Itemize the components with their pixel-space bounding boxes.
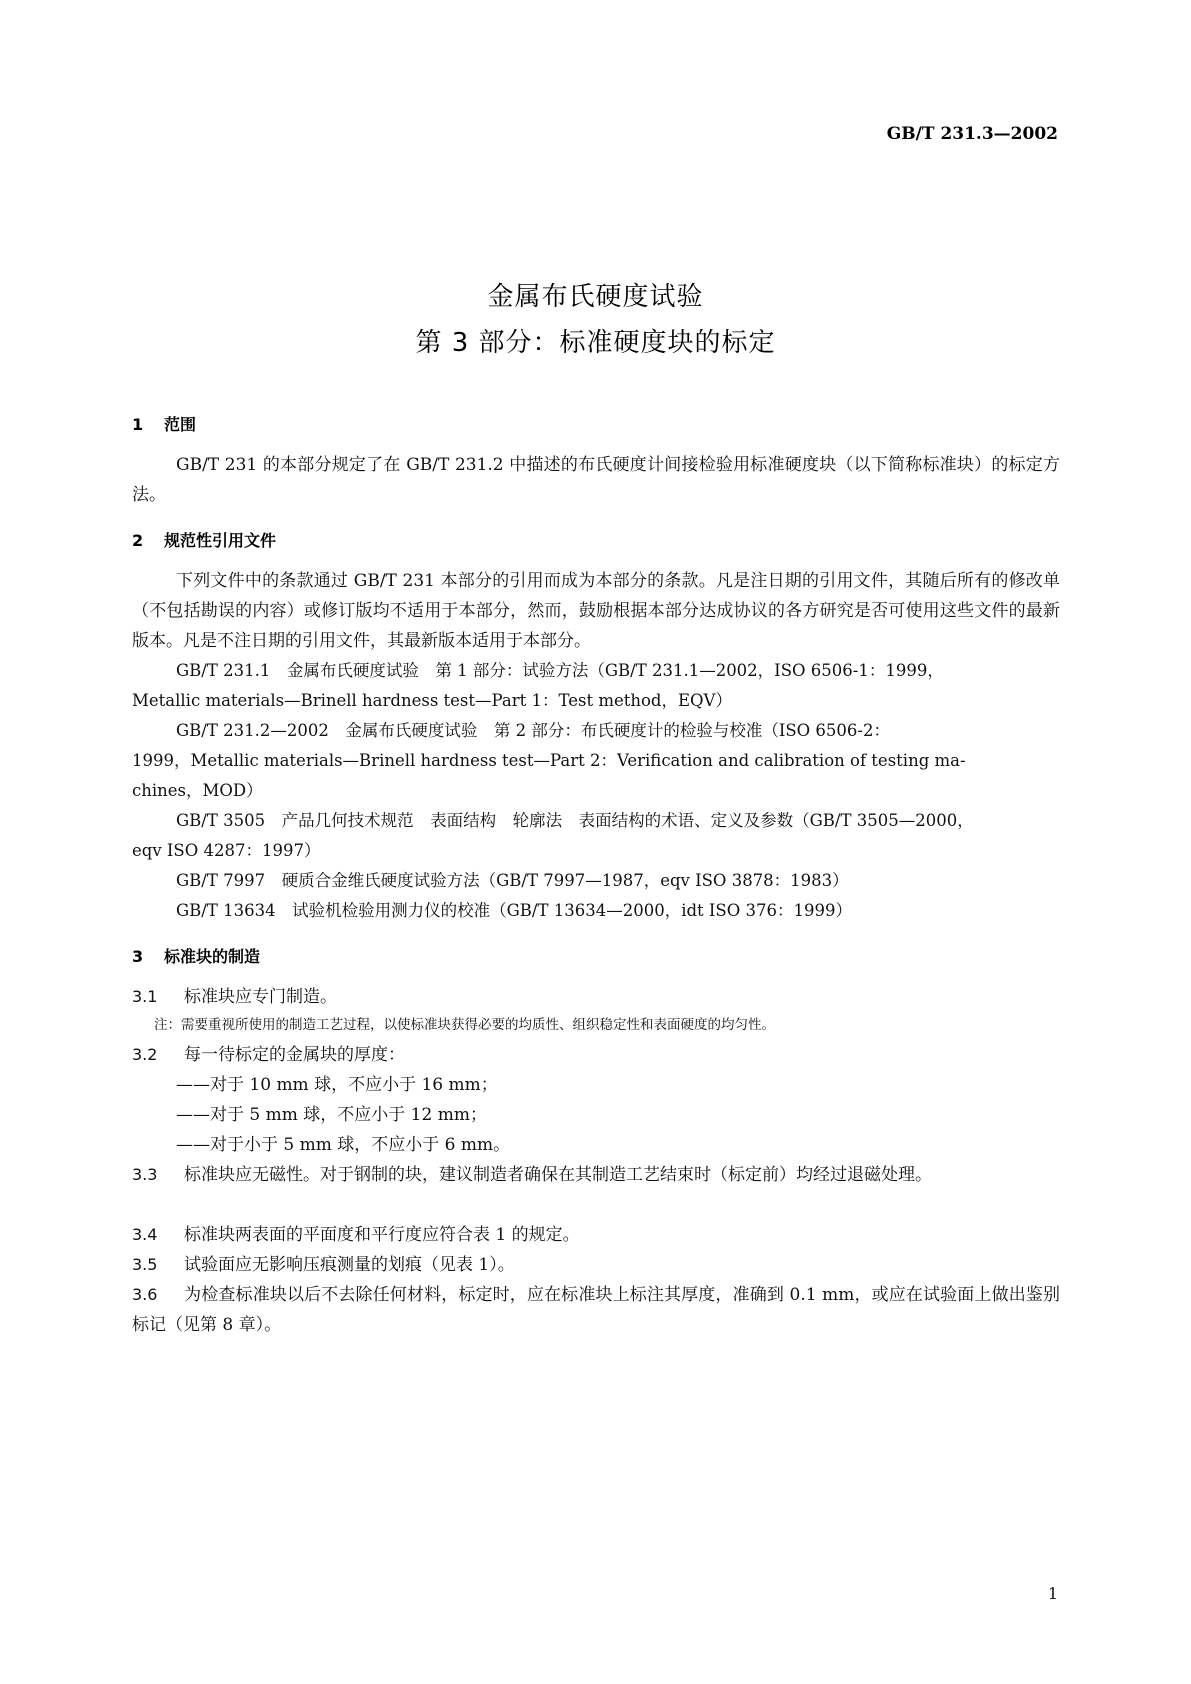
document-subtitle: 第 3 部分：标准硬度块的标定 <box>415 328 776 358</box>
clause-number: 3.4 <box>132 1225 158 1244</box>
scope-paragraph: GB/T 231 的本部分规定了在 GB/T 231.2 中描述的布氏硬度计间接检验用标准硬度块（以下简称标准块）的标定方法。 <box>132 455 1060 505</box>
reference-gbt-231-1: GB/T 231.1 金属布氏硬度试验 第 1 部分：试验方法（GB/T 231.1—2002，ISO 6506-1：1999， <box>176 661 944 680</box>
reference-gbt-7997: GB/T 7997 硬质合金维氏硬度试验方法（GB/T 7997—1987，eqv ISO 3878：1983） <box>176 871 849 890</box>
clause-text: 标准块两表面的平面度和平行度应符合表 1 的规定。 <box>184 1225 580 1245</box>
section-heading-2 <box>132 528 276 551</box>
section-title: 标准块的制造 <box>164 947 261 966</box>
clause-3-4 <box>132 1220 1060 1250</box>
clause-text: 标准块应无磁性。对于钢制的块，建议制造者确保在其制造工艺结束时（标定前）均经过退磁处理。 <box>184 1165 932 1185</box>
clause-3-6 <box>132 1280 1060 1340</box>
clause-number: 3.5 <box>132 1255 158 1274</box>
clause-3-1 <box>132 982 1060 1012</box>
thickness-item-10mm: ——对于 10 mm 球，不应小于 16 mm； <box>176 1075 498 1095</box>
reference-gbt-3505: GB/T 3505 产品几何技术规范 表面结构 轮廓法 表面结构的术语、定义及参数（GB/T 3505—2000， <box>176 811 974 830</box>
reference-gbt-3505-continued: eqv ISO 4287：1997） <box>132 841 321 860</box>
clause-3-3 <box>132 1160 1060 1190</box>
clause-3-1-note: 注：需要重视所使用的制造工艺过程，以使标准块获得必要的均质性、组织稳定性和表面硬度的均匀性。 <box>154 1017 775 1033</box>
clause-text: 每一待标定的金属块的厚度： <box>184 1045 405 1065</box>
clause-number: 3.3 <box>132 1165 158 1184</box>
clause-3-5 <box>132 1250 1060 1280</box>
section-number: 3 <box>132 947 144 966</box>
page-number: 1 <box>1047 1584 1058 1603</box>
reference-gbt-13634: GB/T 13634 试验机检验用测力仪的校准（GB/T 13634—2000，idt ISO 376：1999） <box>176 901 852 920</box>
normative-references-intro: 下列文件中的条款通过 GB/T 231 本部分的引用而成为本部分的条款。凡是注日期的引用文件，其随后所有的修改单（不包括勘误的内容）或修订版均不适用于本部分，然而，鼓励根据本部分达成协议的各方研究是否可使用这些文件的最新版本。凡是不注日期的引用文件，其最新版本适用于本部分。 <box>132 571 1060 651</box>
thickness-item-under-5mm: ——对于小于 5 mm 球，不应小于 6 mm。 <box>176 1135 511 1155</box>
section-title: 规范性引用文件 <box>164 531 277 550</box>
clause-number: 3.6 <box>132 1285 158 1304</box>
clause-text: 为检查标准块以后不去除任何材料，标定时，应在标准块上标注其厚度，准确到 0.1 mm，或应在试验面上做出鉴别标记（见第 8 章）。 <box>132 1285 1060 1335</box>
reference-gbt-231-1-continued: Metallic materials—Brinell hardness test—Part 1：Test method，EQV） <box>132 691 732 710</box>
clause-number: 3.2 <box>132 1045 158 1064</box>
document-code: GB/T 231.3—2002 <box>886 124 1058 144</box>
thickness-item-5mm: ——对于 5 mm 球，不应小于 12 mm； <box>176 1105 487 1125</box>
section-heading-3 <box>132 944 260 967</box>
section-number: 1 <box>132 415 144 434</box>
section-number: 2 <box>132 531 144 550</box>
clause-text: 试验面应无影响压痕测量的划痕（见表 1）。 <box>184 1255 515 1275</box>
reference-gbt-231-2-continued-2: chines，MOD） <box>132 781 263 800</box>
clause-number: 3.1 <box>132 987 158 1006</box>
reference-gbt-231-2-continued: 1999，Metallic materials—Brinell hardness test—Part 2：Verification and calibration of testing ma- <box>132 751 966 770</box>
document-title: 金属布氏硬度试验 <box>487 282 704 312</box>
section-title: 范围 <box>164 415 197 434</box>
clause-text: 标准块应专门制造。 <box>184 987 337 1007</box>
section-heading-1 <box>132 412 196 435</box>
reference-gbt-231-2: GB/T 231.2—2002 金属布氏硬度试验 第 2 部分：布氏硬度计的检验与校准（ISO 6506-2： <box>176 721 890 740</box>
clause-3-2 <box>132 1040 1060 1070</box>
